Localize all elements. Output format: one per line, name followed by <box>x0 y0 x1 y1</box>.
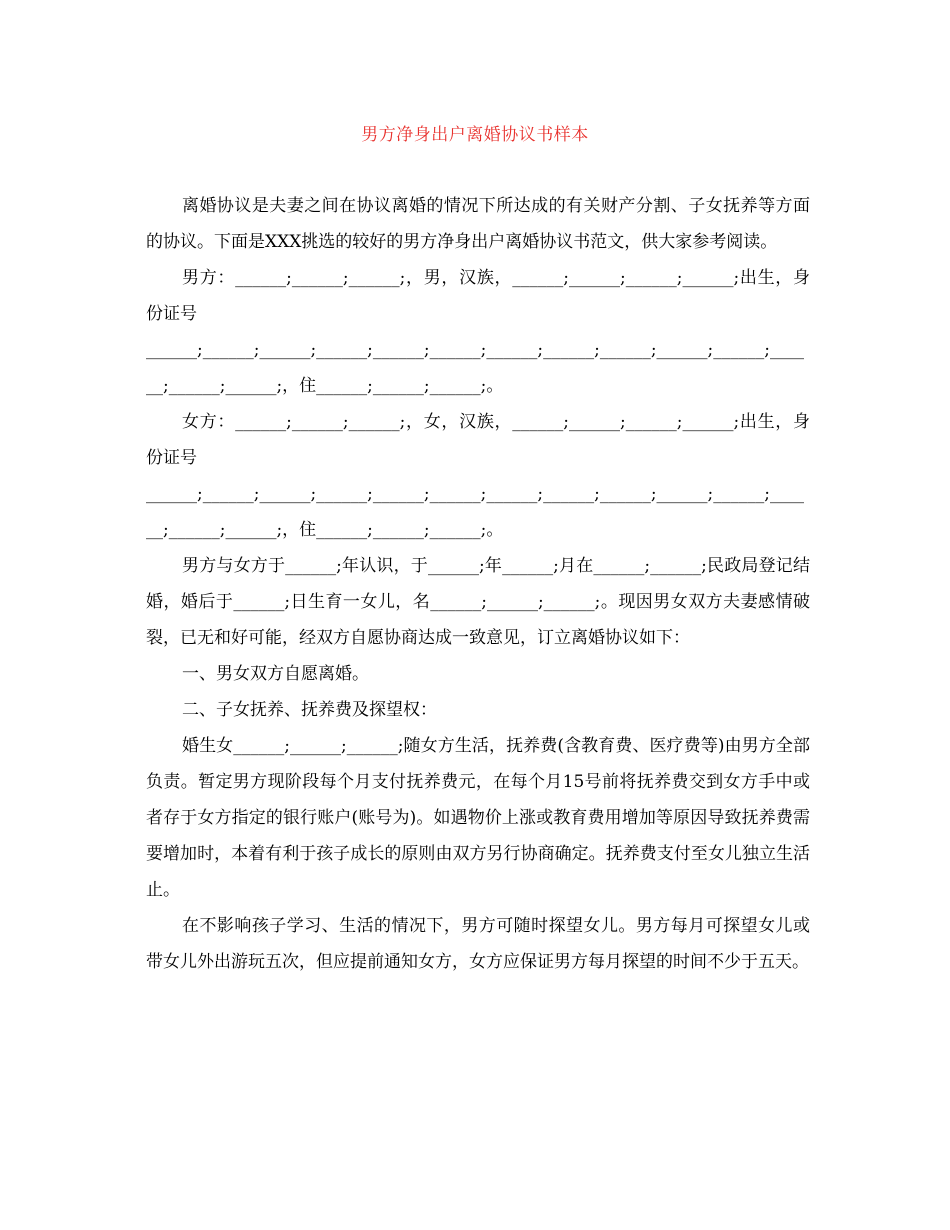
wife-info-paragraph: 女方：______;______;______;，女，汉族，______;______;______;______;出生，身份证号 <box>146 412 810 468</box>
marriage-history-paragraph: 男方与女方于______;年认识，于______;年______;月在______;______;民政局登记结婚，婚后于______;日生育一女儿，名______;______;______;。现因男女双方夫妻感情破裂，已无和好可能，经双方自愿协商达成一致意见，订立离婚协议如下： <box>146 556 810 648</box>
child-support-paragraph: 婚生女______;______;______;随女方生活，抚养费(含教育费、医疗费等)由男方全部负责。暂定男方现阶段每个月支付抚养费元，在每个月15号前将抚养费交到女方手中或者存于女方指定的银行账户(账号为)。如遇物价上涨或教育费用增加等原因导致抚养费需要增加时，本着有利于孩子成长的原则由双方另行协商确定。抚养费支付至女儿独立生活止。 <box>146 736 810 900</box>
clause-one-heading: 一、男女双方自愿离婚。 <box>182 664 369 684</box>
intro-paragraph: 离婚协议是夫妻之间在协议离婚的情况下所达成的有关财产分割、子女抚养等方面的协议。下面是XXX挑选的较好的男方净身出户离婚协议书范文，供大家参考阅读。 <box>146 196 810 252</box>
document-title: 男方净身出户离婚协议书样本 <box>361 125 589 145</box>
document-body <box>146 188 810 980</box>
husband-id-paragraph: ______;______;______;______;______;______;______;______;______;______;______;______;______;______;，住______;______;______;。 <box>146 340 805 396</box>
clause-two-heading: 二、子女抚养、抚养费及探望权： <box>182 700 437 720</box>
husband-info-paragraph: 男方：______;______;______;，男，汉族，______;______;______;______;出生，身份证号 <box>146 268 810 324</box>
visitation-paragraph: 在不影响孩子学习、生活的情况下，男方可随时探望女儿。男方每月可探望女儿或带女儿外出游玩五次，但应提前通知女方，女方应保证男方每月探望的时间不少于五天。 <box>146 916 810 972</box>
wife-id-paragraph: ______;______;______;______;______;______;______;______;______;______;______;______;______;______;，住______;______;______;。 <box>146 484 805 540</box>
